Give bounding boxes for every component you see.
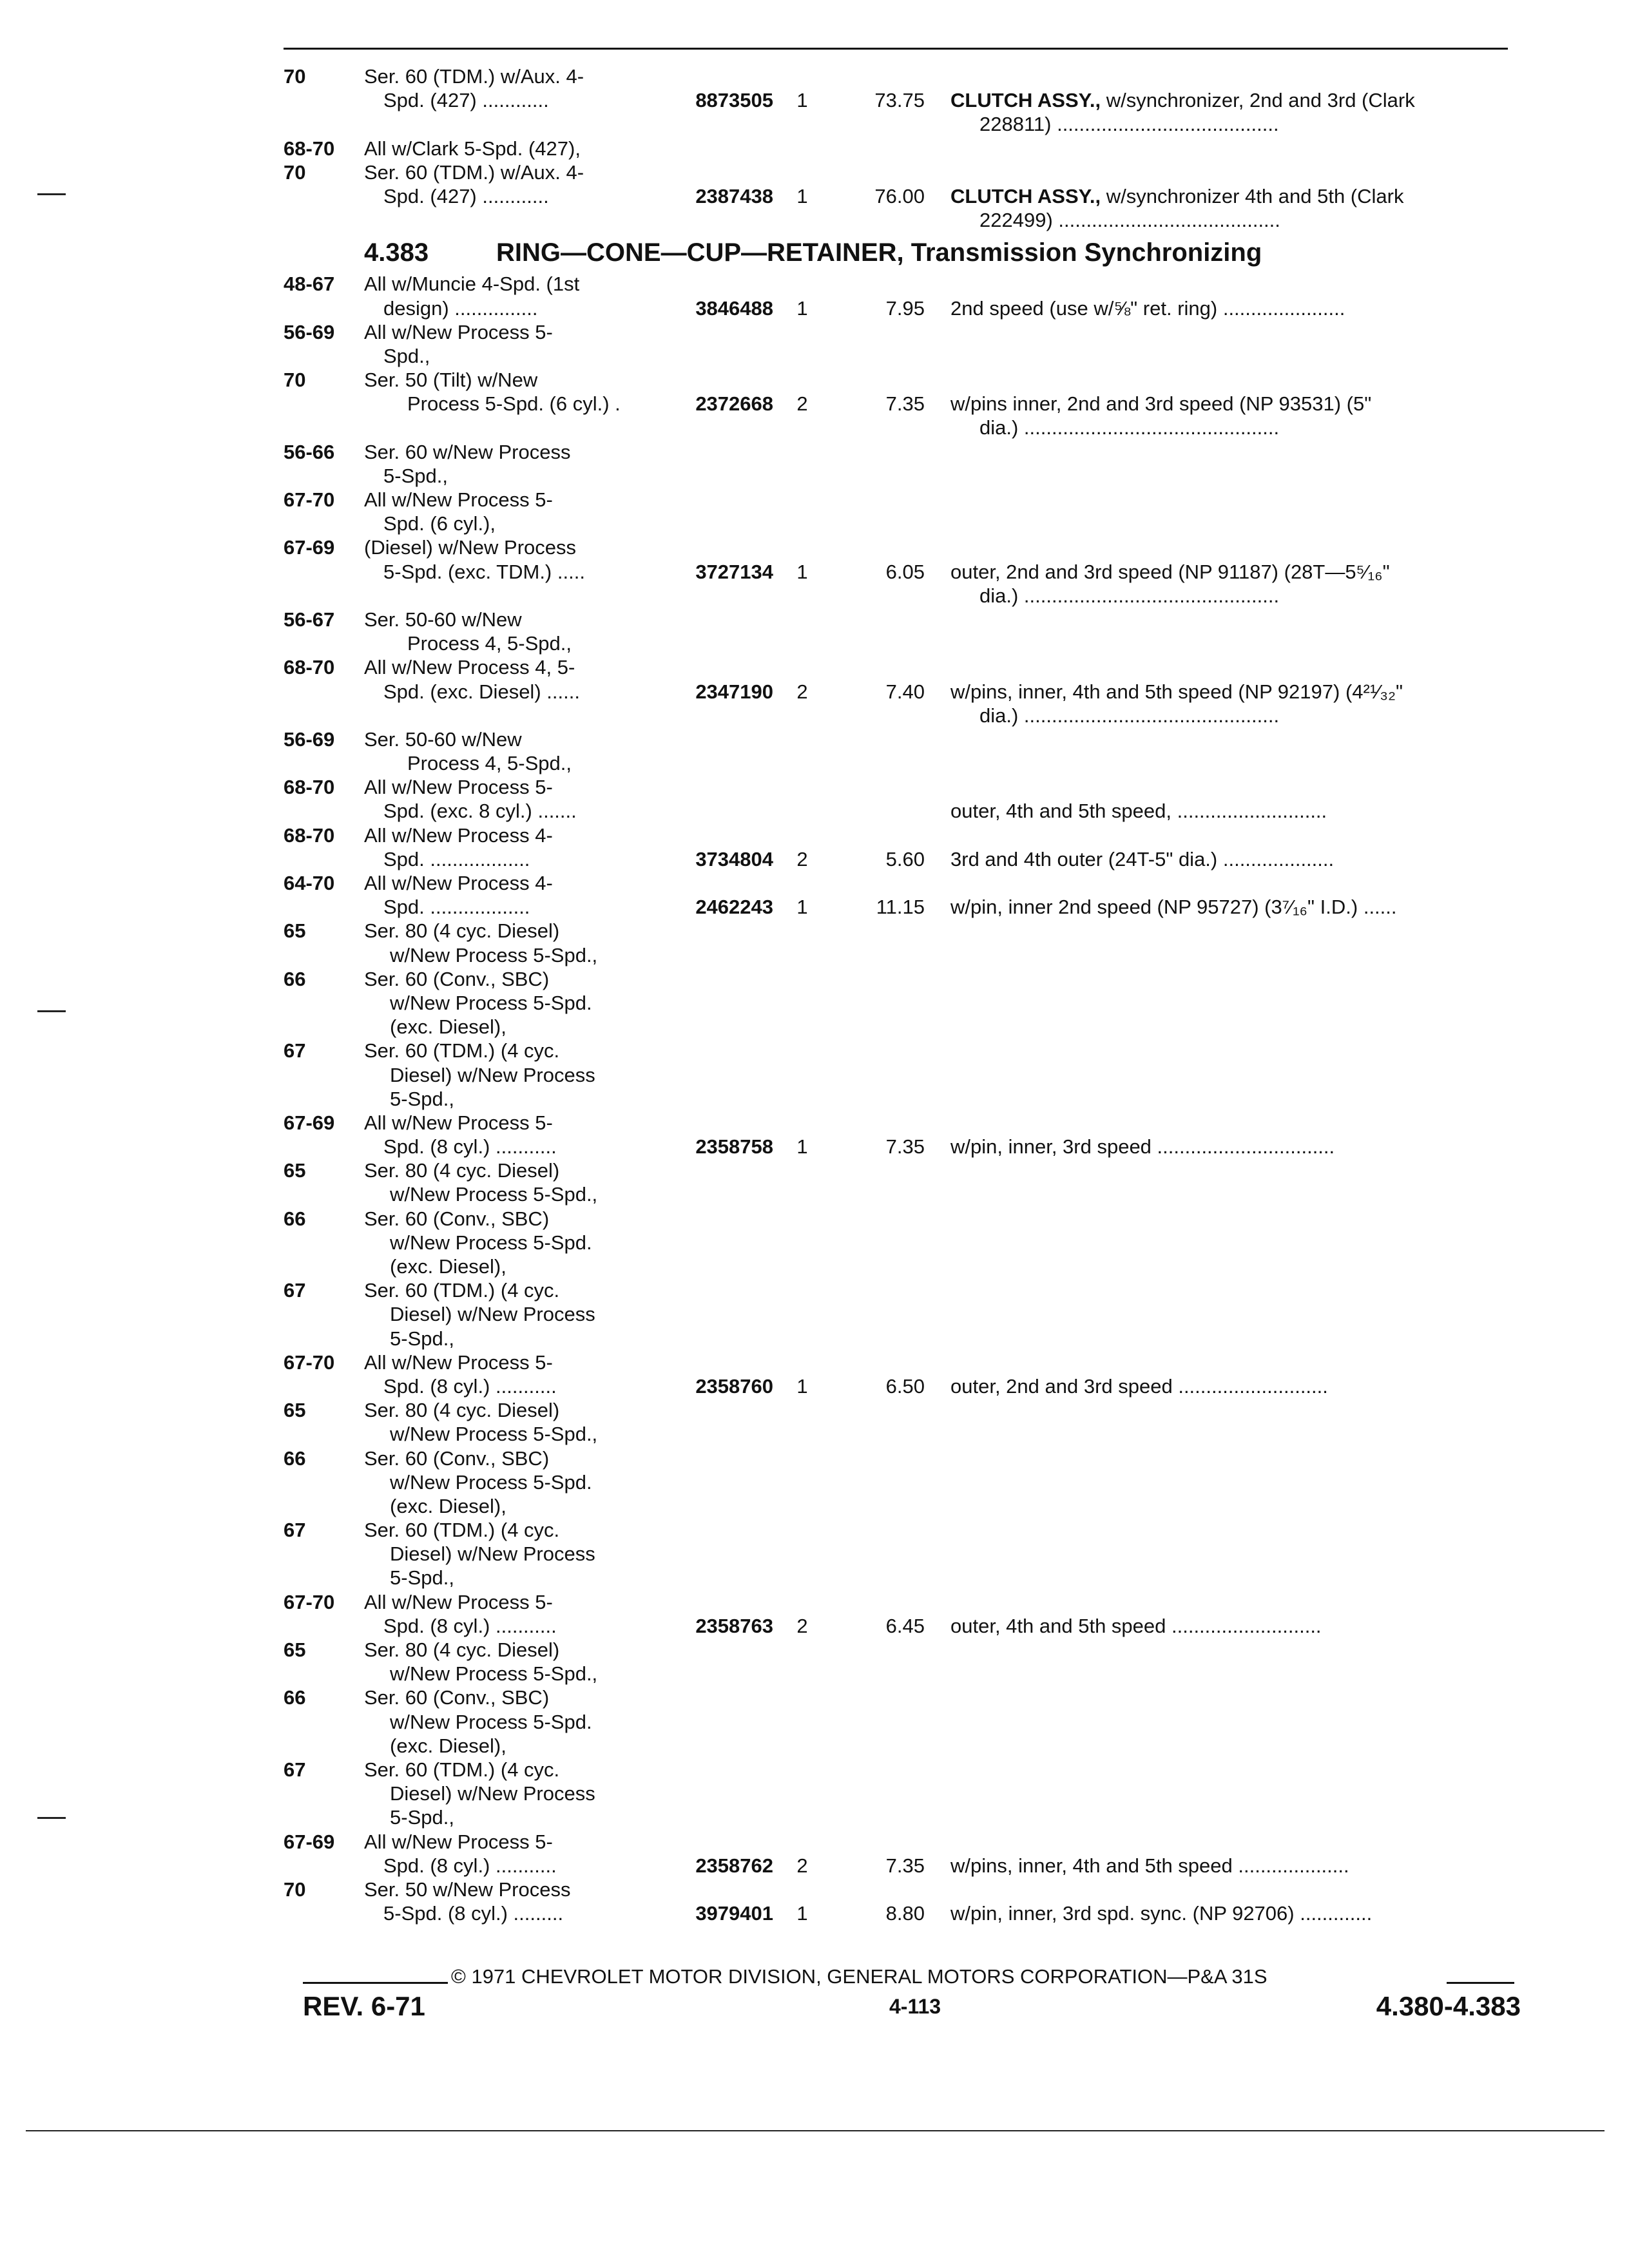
part-description <box>950 799 1521 823</box>
price: 7.95 <box>885 296 925 320</box>
copyright-text: © 1971 CHEVROLET MOTOR DIVISION, GENERAL MOTORS CORPORATION—P&A 31S <box>451 1965 1268 1988</box>
parts-row <box>284 1182 1521 1206</box>
model-year: 67 <box>284 1039 306 1062</box>
header-rule <box>284 48 1508 50</box>
copyright-line <box>303 1964 1527 1990</box>
parts-row <box>284 1710 1521 1734</box>
model-year: 65 <box>284 1159 306 1182</box>
parts-row <box>284 1758 1521 1782</box>
model-year: 65 <box>284 1639 306 1661</box>
application-description: All w/New Process 5- <box>364 776 553 799</box>
parts-row <box>284 1158 1521 1182</box>
parts-row <box>284 1686 1521 1709</box>
parts-row <box>284 1231 1521 1254</box>
part-description <box>950 296 1521 320</box>
application-description: Ser. 80 (4 cyc. Diesel) <box>364 1399 560 1422</box>
part-description <box>950 847 1521 871</box>
page-bottom-rule <box>26 2130 1605 2131</box>
application-description: w/New Process 5-Spd. <box>390 1470 592 1494</box>
model-year: 67-69 <box>284 1111 335 1134</box>
application-description: Spd. (427) ............ <box>383 89 549 112</box>
quantity: 2 <box>796 847 808 870</box>
part-description-text: w/pin, inner 2nd speed (NP 95727) (3⁷⁄₁₆" I.D.) ...... <box>950 896 1397 919</box>
part-description <box>950 895 1521 919</box>
part-description <box>950 184 1521 208</box>
parts-row <box>284 1327 1521 1350</box>
parts-row <box>284 1805 1521 1829</box>
parts-row <box>284 1542 1521 1566</box>
part-description-text: 3rd and 4th outer (24T-5" dia.) .................... <box>950 847 1335 870</box>
parts-row <box>284 751 1521 775</box>
model-year: 67 <box>284 1758 306 1781</box>
page-number: 4-113 <box>889 1995 941 2018</box>
part-name: CLUTCH ASSY., <box>950 89 1101 112</box>
part-number: 2387438 <box>695 184 773 207</box>
parts-row <box>284 1901 1521 1925</box>
application-description: w/New Process 5-Spd., <box>390 1662 598 1686</box>
section-number: 4.383 <box>364 238 429 267</box>
application-description: All w/New Process 5- <box>364 488 553 511</box>
parts-row <box>284 1254 1521 1278</box>
part-description-text: w/synchronizer 4th and 5th (Clark <box>1101 184 1404 207</box>
part-description-text: w/pin, inner, 3rd speed ................................ <box>950 1135 1335 1158</box>
part-description <box>950 1614 1521 1638</box>
parts-row <box>284 1518 1521 1542</box>
part-description <box>979 208 1521 232</box>
parts-row <box>284 560 1521 584</box>
model-year: 67 <box>284 1519 306 1542</box>
parts-row <box>284 1878 1521 1901</box>
part-number: 8873505 <box>695 89 773 112</box>
application-description: All w/New Process 4, 5- <box>364 656 575 679</box>
model-year: 68-70 <box>284 656 335 679</box>
application-description: Ser. 80 (4 cyc. Diesel) <box>364 919 560 943</box>
application-description: Ser. 60 (TDM.) (4 cyc. <box>364 1039 560 1062</box>
application-description: Spd., <box>383 344 430 367</box>
price: 7.35 <box>885 1854 925 1877</box>
application-description: All w/Clark 5-Spd. (427), <box>364 137 581 160</box>
part-number: 2462243 <box>695 896 773 919</box>
parts-row <box>284 727 1521 751</box>
parts-row <box>284 1494 1521 1518</box>
model-year: 67-70 <box>284 1590 335 1613</box>
application-description: (exc. Diesel), <box>390 1494 506 1517</box>
price: 73.75 <box>874 89 925 112</box>
part-description-text: 222499) ........................................ <box>979 209 1280 232</box>
parts-row <box>284 1111 1521 1135</box>
parts-row <box>284 943 1521 967</box>
parts-row <box>284 368 1521 392</box>
application-description: Ser. 60 (Conv., SBC) <box>364 1207 550 1230</box>
model-year: 65 <box>284 1399 306 1422</box>
part-number: 2358760 <box>695 1374 773 1398</box>
parts-row <box>284 1398 1521 1422</box>
application-description: Spd. (427) ............ <box>383 184 549 207</box>
application-description: w/New Process 5-Spd., <box>390 1183 598 1206</box>
model-year: 67-69 <box>284 536 335 559</box>
application-description: 5-Spd. (exc. TDM.) ..... <box>383 560 585 583</box>
part-number: 3727134 <box>695 560 773 583</box>
application-description: Process 5-Spd. (6 cyl.) . <box>407 392 621 416</box>
application-description: design) ............... <box>383 296 538 320</box>
model-year: 70 <box>284 369 306 392</box>
parts-row <box>284 488 1521 512</box>
part-description-text: outer, 2nd and 3rd speed (NP 91187) (28T—5⁵⁄₁₆" <box>950 560 1390 583</box>
application-description: All w/New Process 5- <box>364 1350 553 1374</box>
application-description: Ser. 60 (TDM.) (4 cyc. <box>364 1758 560 1781</box>
part-description-text: dia.) .............................................. <box>979 416 1280 439</box>
quantity: 2 <box>796 1854 808 1877</box>
revision-label: REV. 6-71 <box>303 1991 425 2021</box>
section-heading <box>284 232 1521 272</box>
application-description: Spd. (8 cyl.) ........... <box>383 1854 557 1877</box>
model-year: 68-70 <box>284 823 335 847</box>
part-name: CLUTCH ASSY., <box>950 184 1101 207</box>
application-description: (exc. Diesel), <box>390 1255 506 1278</box>
parts-row <box>284 88 1521 112</box>
part-description <box>950 1374 1521 1398</box>
quantity: 2 <box>796 392 808 416</box>
model-year: 56-69 <box>284 320 335 343</box>
parts-row <box>284 1854 1521 1878</box>
parts-row <box>284 991 1521 1015</box>
part-number: 2358762 <box>695 1854 773 1877</box>
price: 6.45 <box>885 1614 925 1637</box>
parts-row <box>284 1590 1521 1614</box>
part-description <box>950 680 1521 704</box>
price: 11.15 <box>876 896 925 919</box>
part-description-text: w/pins inner, 2nd and 3rd speed (NP 93531) (5" <box>950 392 1372 416</box>
parts-row <box>284 184 1521 208</box>
parts-row <box>284 1734 1521 1758</box>
quantity: 1 <box>796 184 808 207</box>
application-description: w/New Process 5-Spd., <box>390 943 598 966</box>
part-number: 3979401 <box>695 1902 773 1925</box>
parts-row <box>284 1278 1521 1302</box>
part-number: 2358758 <box>695 1135 773 1158</box>
quantity: 2 <box>796 1614 808 1637</box>
part-description <box>950 392 1521 416</box>
model-year: 66 <box>284 1207 306 1230</box>
model-year: 70 <box>284 160 306 184</box>
parts-row <box>284 160 1521 184</box>
model-year: 66 <box>284 1686 306 1709</box>
parts-row <box>284 1039 1521 1062</box>
parts-row <box>284 967 1521 991</box>
parts-row <box>284 1422 1521 1446</box>
punch-mark <box>37 193 66 195</box>
parts-row <box>284 64 1521 88</box>
part-description-text: w/pins, inner, 4th and 5th speed (NP 92197) (4²¹⁄₃₂" <box>950 680 1403 703</box>
parts-row <box>284 847 1521 871</box>
application-description: 5-Spd., <box>383 464 448 487</box>
application-description: Spd. (8 cyl.) ........... <box>383 1614 557 1637</box>
application-description: Process 4, 5-Spd., <box>407 632 572 655</box>
part-number: 2347190 <box>695 680 773 703</box>
model-year: 67-69 <box>284 1830 335 1853</box>
model-year: 66 <box>284 967 306 990</box>
application-description: Spd. (exc. Diesel) ...... <box>383 680 580 703</box>
part-description-text: dia.) .............................................. <box>979 704 1280 727</box>
section-4383-entries <box>284 272 1521 1925</box>
parts-row <box>284 704 1521 727</box>
part-description <box>950 1854 1521 1878</box>
application-description: (exc. Diesel), <box>390 1015 506 1039</box>
parts-row <box>284 1087 1521 1111</box>
part-number: 2358763 <box>695 1614 773 1637</box>
part-description <box>950 88 1521 112</box>
model-year: 56-67 <box>284 608 335 631</box>
parts-row <box>284 655 1521 679</box>
application-description: Diesel) w/New Process <box>390 1782 595 1805</box>
application-description: 5-Spd., <box>390 1327 454 1350</box>
parts-row <box>284 680 1521 704</box>
application-description: Ser. 50 w/New Process <box>364 1878 571 1901</box>
application-description: Ser. 60 (TDM.) (4 cyc. <box>364 1279 560 1302</box>
model-year: 64-70 <box>284 872 335 894</box>
model-year: 70 <box>284 1878 306 1901</box>
application-description: w/New Process 5-Spd. <box>390 1710 592 1733</box>
parts-row <box>284 1350 1521 1374</box>
section-4380-continued <box>284 64 1521 232</box>
price: 6.05 <box>885 560 925 583</box>
parts-row <box>284 1063 1521 1087</box>
model-year: 67-70 <box>284 1350 335 1374</box>
parts-row <box>284 871 1521 895</box>
punch-mark <box>37 1010 66 1012</box>
application-description: 5-Spd., <box>390 1566 454 1590</box>
application-description: Ser. 80 (4 cyc. Diesel) <box>364 1639 560 1661</box>
model-year: 56-66 <box>284 440 335 463</box>
price: 6.50 <box>885 1374 925 1398</box>
quantity: 1 <box>796 560 808 583</box>
application-description: Ser. 60 (TDM.) w/Aux. 4- <box>364 65 584 88</box>
application-description: Spd. (exc. 8 cyl.) ....... <box>383 800 577 823</box>
model-year: 67-70 <box>284 488 335 511</box>
application-description: Ser. 60 (Conv., SBC) <box>364 967 550 990</box>
application-description: All w/New Process 5- <box>364 1590 553 1613</box>
application-description: Ser. 50-60 w/New <box>364 608 522 631</box>
footer-rule-right <box>1447 1982 1514 1984</box>
application-description: 5-Spd., <box>390 1806 454 1829</box>
quantity: 1 <box>796 89 808 112</box>
part-description-text: outer, 4th and 5th speed, ........................... <box>950 800 1327 823</box>
parts-row <box>284 608 1521 631</box>
parts-row <box>284 392 1521 416</box>
part-description-text: dia.) .............................................. <box>979 584 1280 607</box>
application-description: w/New Process 5-Spd. <box>390 1231 592 1254</box>
price: 5.60 <box>885 847 925 870</box>
part-description-text: outer, 2nd and 3rd speed ........................... <box>950 1374 1328 1398</box>
quantity: 1 <box>796 296 808 320</box>
model-year: 48-67 <box>284 273 335 296</box>
application-description: Ser. 60 (Conv., SBC) <box>364 1686 550 1709</box>
parts-row <box>284 584 1521 608</box>
part-description <box>950 1901 1521 1925</box>
application-description: Spd. (8 cyl.) ........... <box>383 1374 557 1398</box>
parts-row <box>284 1446 1521 1470</box>
parts-row <box>284 1470 1521 1494</box>
parts-row <box>284 919 1521 943</box>
quantity: 2 <box>796 680 808 703</box>
application-description: All w/New Process 4- <box>364 823 553 847</box>
part-description <box>979 112 1521 136</box>
parts-row <box>284 1374 1521 1398</box>
part-description <box>950 1135 1521 1158</box>
part-description <box>979 584 1521 608</box>
price: 7.35 <box>885 392 925 416</box>
model-year: 68-70 <box>284 776 335 799</box>
quantity: 1 <box>796 1135 808 1158</box>
parts-row <box>284 1638 1521 1662</box>
parts-row <box>284 799 1521 823</box>
part-number: 2372668 <box>695 392 773 416</box>
model-year: 66 <box>284 1446 306 1470</box>
parts-row <box>284 464 1521 488</box>
application-description: Diesel) w/New Process <box>390 1542 595 1566</box>
application-description: All w/Muncie 4-Spd. (1st <box>364 273 580 296</box>
model-year: 68-70 <box>284 137 335 160</box>
application-description: w/New Process 5-Spd., <box>390 1423 598 1446</box>
application-description: 5-Spd. (8 cyl.) ......... <box>383 1902 564 1925</box>
application-description: Ser. 80 (4 cyc. Diesel) <box>364 1159 560 1182</box>
part-description-text: 2nd speed (use w/⅝" ret. ring) ...................... <box>950 296 1345 320</box>
application-description: Ser. 60 (Conv., SBC) <box>364 1446 550 1470</box>
part-description-text: w/pins, inner, 4th and 5th speed .................... <box>950 1854 1349 1877</box>
parts-row <box>284 1135 1521 1158</box>
model-year: 65 <box>284 919 306 943</box>
part-description-text: outer, 4th and 5th speed ........................... <box>950 1614 1322 1637</box>
parts-row <box>284 1015 1521 1039</box>
application-description: 5-Spd., <box>390 1087 454 1110</box>
parts-row <box>284 1614 1521 1638</box>
part-description <box>979 416 1521 439</box>
parts-row <box>284 631 1521 655</box>
application-description: (Diesel) w/New Process <box>364 536 577 559</box>
application-description: Ser. 60 w/New Process <box>364 440 571 463</box>
price: 8.80 <box>885 1902 925 1925</box>
application-description: w/New Process 5-Spd. <box>390 991 592 1014</box>
part-number: 3734804 <box>695 847 773 870</box>
part-description-text: w/synchronizer, 2nd and 3rd (Clark <box>1101 89 1415 112</box>
parts-row <box>284 1207 1521 1231</box>
application-description: Spd. .................. <box>383 847 530 870</box>
parts-row <box>284 416 1521 439</box>
application-description: (exc. Diesel), <box>390 1734 506 1757</box>
parts-row <box>284 112 1521 136</box>
parts-listing <box>284 64 1521 1925</box>
quantity: 1 <box>796 896 808 919</box>
parts-row <box>284 208 1521 232</box>
part-description <box>950 560 1521 584</box>
model-year: 56-69 <box>284 727 335 751</box>
section-title: RING—CONE—CUP—RETAINER, Transmission Synchronizing <box>496 238 1262 267</box>
parts-row <box>284 895 1521 919</box>
application-description: Ser. 50-60 w/New <box>364 727 522 751</box>
parts-row <box>284 1662 1521 1686</box>
parts-row <box>284 512 1521 535</box>
application-description: Diesel) w/New Process <box>390 1303 595 1326</box>
parts-row <box>284 1302 1521 1326</box>
application-description: Spd. .................. <box>383 896 530 919</box>
quantity: 1 <box>796 1902 808 1925</box>
part-description-text: 228811) ........................................ <box>979 113 1279 136</box>
application-description: Process 4, 5-Spd., <box>407 752 572 775</box>
application-description: Ser. 60 (TDM.) w/Aux. 4- <box>364 160 584 184</box>
price: 76.00 <box>874 184 925 207</box>
parts-row <box>284 296 1521 320</box>
application-description: All w/New Process 5- <box>364 1111 553 1134</box>
parts-row <box>284 137 1521 160</box>
application-description: Spd. (8 cyl.) ........... <box>383 1135 557 1158</box>
parts-row <box>284 1782 1521 1805</box>
application-description: Spd. (6 cyl.), <box>383 512 496 535</box>
application-description: All w/New Process 5- <box>364 1830 553 1853</box>
application-description: Ser. 50 (Tilt) w/New <box>364 369 538 392</box>
parts-row <box>284 823 1521 847</box>
parts-row <box>284 535 1521 559</box>
model-year: 67 <box>284 1279 306 1302</box>
parts-row <box>284 272 1521 296</box>
part-description-text: w/pin, inner, 3rd spd. sync. (NP 92706) ............. <box>950 1902 1373 1925</box>
parts-row <box>284 320 1521 344</box>
parts-row <box>284 440 1521 464</box>
part-description <box>979 704 1521 727</box>
application-description: Ser. 60 (TDM.) (4 cyc. <box>364 1519 560 1542</box>
quantity: 1 <box>796 1374 808 1398</box>
parts-row <box>284 344 1521 368</box>
footer-rule-left <box>303 1982 448 1984</box>
parts-row <box>284 775 1521 799</box>
part-number: 3846488 <box>695 296 773 320</box>
application-description: Diesel) w/New Process <box>390 1063 595 1086</box>
model-year: 70 <box>284 65 306 88</box>
punch-mark <box>37 1817 66 1819</box>
section-range: 4.380-4.383 <box>1376 1991 1521 2021</box>
application-description: All w/New Process 4- <box>364 872 553 894</box>
parts-row <box>284 1830 1521 1854</box>
price: 7.35 <box>885 1135 925 1158</box>
parts-row <box>284 1566 1521 1590</box>
application-description: All w/New Process 5- <box>364 320 553 343</box>
price: 7.40 <box>885 680 925 703</box>
